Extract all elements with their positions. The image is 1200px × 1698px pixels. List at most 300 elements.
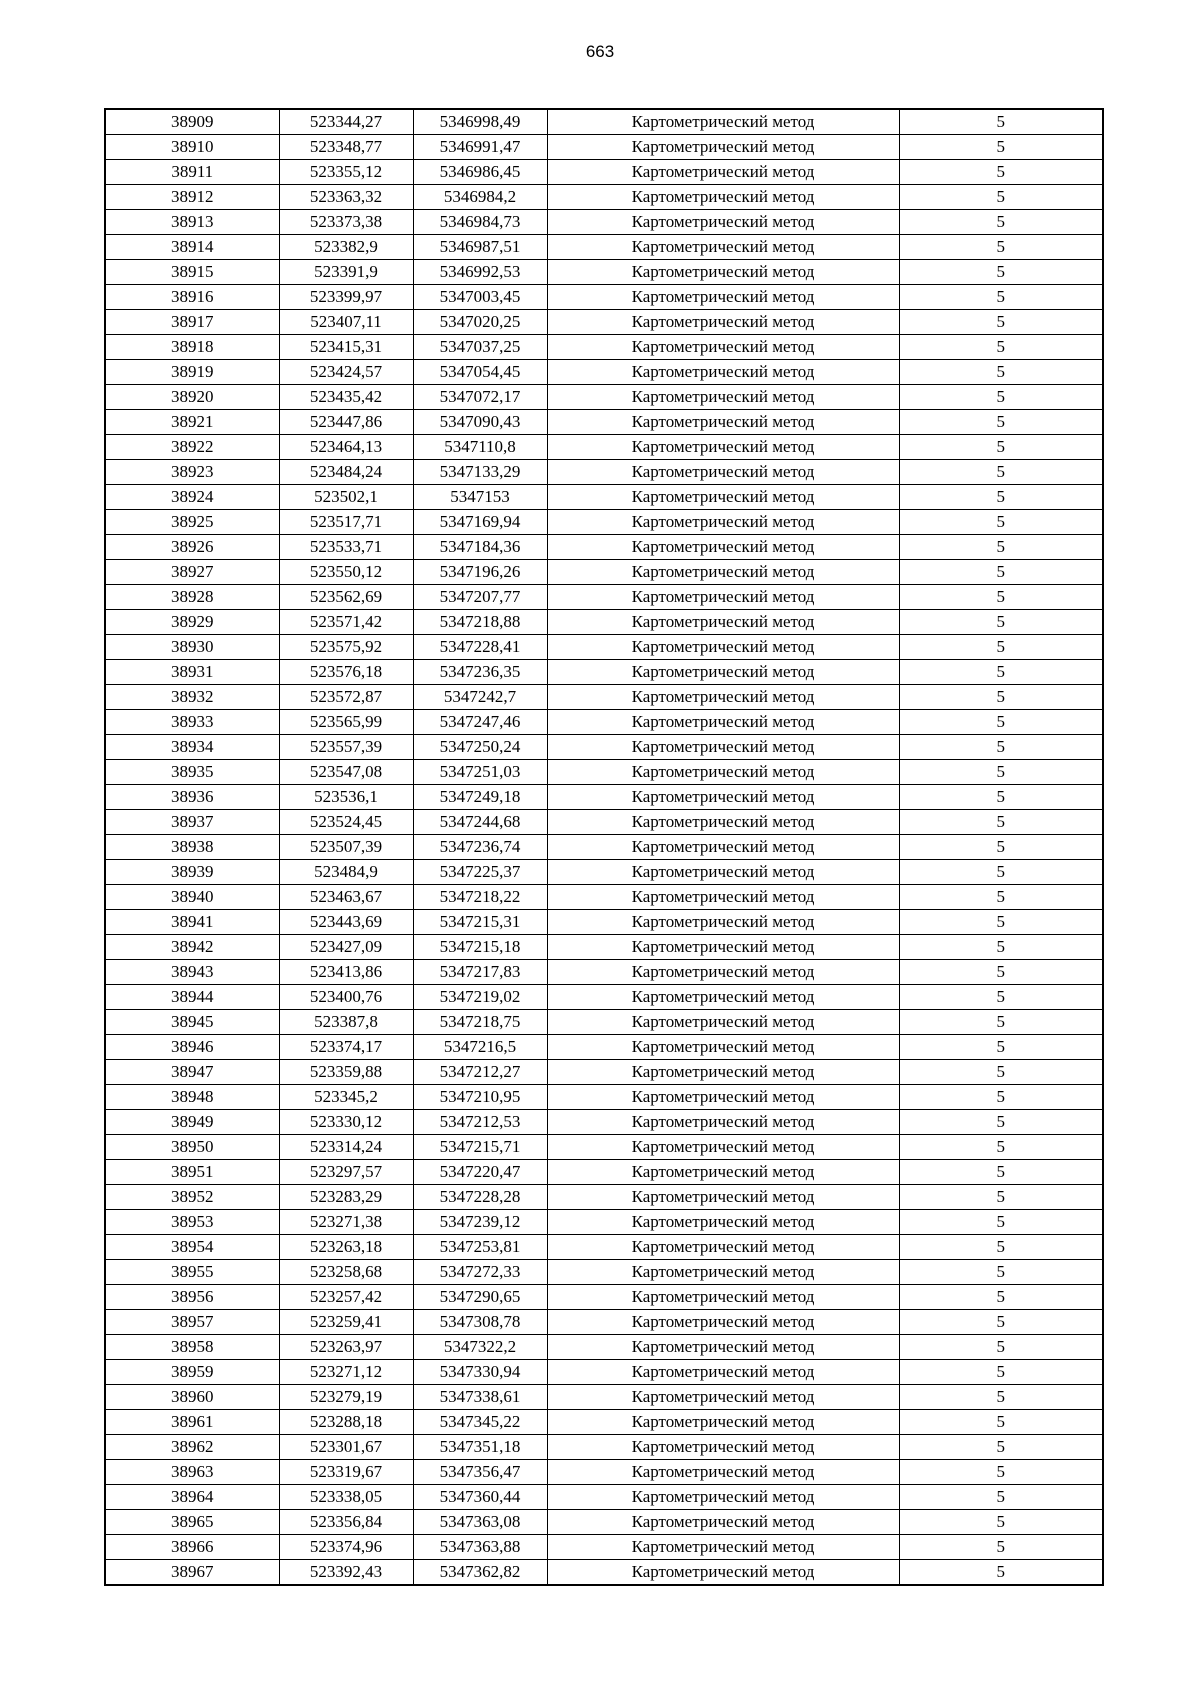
table-row: [105, 935, 1103, 960]
table-row: [105, 1410, 1103, 1435]
point-number-cell: 38935: [105, 760, 279, 785]
method-cell: Картометрический метод: [547, 460, 899, 485]
y-coordinate-cell: 5347251,03: [413, 760, 547, 785]
table-row: [105, 1010, 1103, 1035]
accuracy-cell: 5: [899, 1360, 1103, 1385]
point-number-cell: 38952: [105, 1185, 279, 1210]
accuracy-cell: 5: [899, 660, 1103, 685]
y-coordinate-cell: 5347218,88: [413, 610, 547, 635]
x-coordinate-cell: 523338,05: [279, 1485, 413, 1510]
x-coordinate-cell: 523415,31: [279, 335, 413, 360]
x-coordinate-cell: 523399,97: [279, 285, 413, 310]
point-number-cell: 38944: [105, 985, 279, 1010]
method-cell: Картометрический метод: [547, 160, 899, 185]
x-coordinate-cell: 523550,12: [279, 560, 413, 585]
table-row: [105, 1260, 1103, 1285]
table-row: [105, 1085, 1103, 1110]
accuracy-cell: 5: [899, 1160, 1103, 1185]
x-coordinate-cell: 523283,29: [279, 1185, 413, 1210]
x-coordinate-cell: 523257,42: [279, 1285, 413, 1310]
point-number-cell: 38920: [105, 385, 279, 410]
y-coordinate-cell: 5347184,36: [413, 535, 547, 560]
method-cell: Картометрический метод: [547, 985, 899, 1010]
x-coordinate-cell: 523447,86: [279, 410, 413, 435]
point-number-cell: 38953: [105, 1210, 279, 1235]
accuracy-cell: 5: [899, 685, 1103, 710]
point-number-cell: 38938: [105, 835, 279, 860]
y-coordinate-cell: 5347020,25: [413, 310, 547, 335]
method-cell: Картометрический метод: [547, 1110, 899, 1135]
x-coordinate-cell: 523507,39: [279, 835, 413, 860]
y-coordinate-cell: 5347215,18: [413, 935, 547, 960]
table-row: [105, 210, 1103, 235]
method-cell: Картометрический метод: [547, 885, 899, 910]
table-row: [105, 260, 1103, 285]
point-number-cell: 38947: [105, 1060, 279, 1085]
method-cell: Картометрический метод: [547, 660, 899, 685]
point-number-cell: 38942: [105, 935, 279, 960]
accuracy-cell: 5: [899, 1460, 1103, 1485]
accuracy-cell: 5: [899, 1335, 1103, 1360]
point-number-cell: 38913: [105, 210, 279, 235]
table-row: [105, 810, 1103, 835]
point-number-cell: 38922: [105, 435, 279, 460]
y-coordinate-cell: 5347247,46: [413, 710, 547, 735]
y-coordinate-cell: 5347215,71: [413, 1135, 547, 1160]
point-number-cell: 38936: [105, 785, 279, 810]
table-row: [105, 1360, 1103, 1385]
point-number-cell: 38941: [105, 910, 279, 935]
accuracy-cell: 5: [899, 635, 1103, 660]
table-row: [105, 460, 1103, 485]
method-cell: Картометрический метод: [547, 1460, 899, 1485]
point-number-cell: 38957: [105, 1310, 279, 1335]
y-coordinate-cell: 5347090,43: [413, 410, 547, 435]
table-row: [105, 360, 1103, 385]
table-row: [105, 1310, 1103, 1335]
y-coordinate-cell: 5347207,77: [413, 585, 547, 610]
point-number-cell: 38954: [105, 1235, 279, 1260]
x-coordinate-cell: 523407,11: [279, 310, 413, 335]
point-number-cell: 38930: [105, 635, 279, 660]
x-coordinate-cell: 523562,69: [279, 585, 413, 610]
x-coordinate-cell: 523427,09: [279, 935, 413, 960]
accuracy-cell: 5: [899, 985, 1103, 1010]
table-row: [105, 1235, 1103, 1260]
x-coordinate-cell: 523424,57: [279, 360, 413, 385]
accuracy-cell: 5: [899, 910, 1103, 935]
x-coordinate-cell: 523348,77: [279, 135, 413, 160]
table-row: [105, 585, 1103, 610]
point-number-cell: 38965: [105, 1510, 279, 1535]
accuracy-cell: 5: [899, 710, 1103, 735]
point-number-cell: 38955: [105, 1260, 279, 1285]
x-coordinate-cell: 523263,97: [279, 1335, 413, 1360]
x-coordinate-cell: 523463,67: [279, 885, 413, 910]
table-row: [105, 760, 1103, 785]
table-row: [105, 285, 1103, 310]
table-row: [105, 310, 1103, 335]
method-cell: Картометрический метод: [547, 435, 899, 460]
method-cell: Картометрический метод: [547, 585, 899, 610]
table-row: [105, 785, 1103, 810]
table-row: [105, 685, 1103, 710]
method-cell: Картометрический метод: [547, 260, 899, 285]
y-coordinate-cell: 5347330,94: [413, 1360, 547, 1385]
accuracy-cell: 5: [899, 385, 1103, 410]
method-cell: Картометрический метод: [547, 385, 899, 410]
x-coordinate-cell: 523344,27: [279, 109, 413, 135]
accuracy-cell: 5: [899, 960, 1103, 985]
y-coordinate-cell: 5347215,31: [413, 910, 547, 935]
coordinates-table: [104, 108, 1104, 1586]
accuracy-cell: 5: [899, 860, 1103, 885]
x-coordinate-cell: 523484,9: [279, 860, 413, 885]
accuracy-cell: 5: [899, 785, 1103, 810]
accuracy-cell: 5: [899, 1185, 1103, 1210]
method-cell: Картометрический метод: [547, 1035, 899, 1060]
method-cell: Картометрический метод: [547, 560, 899, 585]
point-number-cell: 38946: [105, 1035, 279, 1060]
table-row: [105, 1060, 1103, 1085]
x-coordinate-cell: 523301,67: [279, 1435, 413, 1460]
accuracy-cell: 5: [899, 1285, 1103, 1310]
method-cell: Картометрический метод: [547, 1085, 899, 1110]
point-number-cell: 38911: [105, 160, 279, 185]
point-number-cell: 38924: [105, 485, 279, 510]
x-coordinate-cell: 523392,43: [279, 1560, 413, 1586]
table-row: [105, 610, 1103, 635]
table-row: [105, 1135, 1103, 1160]
table-row: [105, 335, 1103, 360]
y-coordinate-cell: 5347363,88: [413, 1535, 547, 1560]
point-number-cell: 38916: [105, 285, 279, 310]
method-cell: Картометрический метод: [547, 1285, 899, 1310]
method-cell: Картометрический метод: [547, 910, 899, 935]
table-row: [105, 160, 1103, 185]
y-coordinate-cell: 5347244,68: [413, 810, 547, 835]
x-coordinate-cell: 523443,69: [279, 910, 413, 935]
x-coordinate-cell: 523271,38: [279, 1210, 413, 1235]
method-cell: Картометрический метод: [547, 1135, 899, 1160]
table-row: [105, 1210, 1103, 1235]
accuracy-cell: 5: [899, 1010, 1103, 1035]
point-number-cell: 38962: [105, 1435, 279, 1460]
y-coordinate-cell: 5347345,22: [413, 1410, 547, 1435]
accuracy-cell: 5: [899, 285, 1103, 310]
method-cell: Картометрический метод: [547, 510, 899, 535]
y-coordinate-cell: 5346984,2: [413, 185, 547, 210]
y-coordinate-cell: 5347322,2: [413, 1335, 547, 1360]
table-row: [105, 485, 1103, 510]
y-coordinate-cell: 5347360,44: [413, 1485, 547, 1510]
x-coordinate-cell: 523387,8: [279, 1010, 413, 1035]
method-cell: Картометрический метод: [547, 635, 899, 660]
page-number: 663: [585, 42, 615, 61]
y-coordinate-cell: 5347110,8: [413, 435, 547, 460]
accuracy-cell: 5: [899, 109, 1103, 135]
point-number-cell: 38921: [105, 410, 279, 435]
y-coordinate-cell: 5347219,02: [413, 985, 547, 1010]
method-cell: Картометрический метод: [547, 410, 899, 435]
x-coordinate-cell: 523258,68: [279, 1260, 413, 1285]
y-coordinate-cell: 5347363,08: [413, 1510, 547, 1535]
point-number-cell: 38917: [105, 310, 279, 335]
table-row: [105, 835, 1103, 860]
table-row: [105, 1110, 1103, 1135]
method-cell: Картометрический метод: [547, 185, 899, 210]
table-row: [105, 435, 1103, 460]
accuracy-cell: 5: [899, 1210, 1103, 1235]
accuracy-cell: 5: [899, 1410, 1103, 1435]
table-row: [105, 135, 1103, 160]
y-coordinate-cell: 5347169,94: [413, 510, 547, 535]
accuracy-cell: 5: [899, 760, 1103, 785]
point-number-cell: 38943: [105, 960, 279, 985]
y-coordinate-cell: 5347220,47: [413, 1160, 547, 1185]
point-number-cell: 38939: [105, 860, 279, 885]
point-number-cell: 38927: [105, 560, 279, 585]
table-row: [105, 1510, 1103, 1535]
accuracy-cell: 5: [899, 1310, 1103, 1335]
y-coordinate-cell: 5346986,45: [413, 160, 547, 185]
x-coordinate-cell: 523464,13: [279, 435, 413, 460]
method-cell: Картометрический метод: [547, 1160, 899, 1185]
accuracy-cell: 5: [899, 360, 1103, 385]
accuracy-cell: 5: [899, 460, 1103, 485]
accuracy-cell: 5: [899, 810, 1103, 835]
accuracy-cell: 5: [899, 935, 1103, 960]
accuracy-cell: 5: [899, 1560, 1103, 1586]
table-row: [105, 660, 1103, 685]
y-coordinate-cell: 5347216,5: [413, 1035, 547, 1060]
accuracy-cell: 5: [899, 1435, 1103, 1460]
table-row: [105, 1485, 1103, 1510]
table-row: [105, 1335, 1103, 1360]
point-number-cell: 38933: [105, 710, 279, 735]
method-cell: Картометрический метод: [547, 1385, 899, 1410]
x-coordinate-cell: 523557,39: [279, 735, 413, 760]
accuracy-cell: 5: [899, 260, 1103, 285]
y-coordinate-cell: 5347356,47: [413, 1460, 547, 1485]
table-row: [105, 1160, 1103, 1185]
point-number-cell: 38931: [105, 660, 279, 685]
method-cell: Картометрический метод: [547, 1335, 899, 1360]
method-cell: Картометрический метод: [547, 1010, 899, 1035]
accuracy-cell: 5: [899, 1535, 1103, 1560]
point-number-cell: 38950: [105, 1135, 279, 1160]
point-number-cell: 38937: [105, 810, 279, 835]
method-cell: Картометрический метод: [547, 735, 899, 760]
method-cell: Картометрический метод: [547, 1560, 899, 1586]
point-number-cell: 38958: [105, 1335, 279, 1360]
y-coordinate-cell: 5347290,65: [413, 1285, 547, 1310]
point-number-cell: 38919: [105, 360, 279, 385]
x-coordinate-cell: 523565,99: [279, 710, 413, 735]
y-coordinate-cell: 5347236,35: [413, 660, 547, 685]
y-coordinate-cell: 5347133,29: [413, 460, 547, 485]
y-coordinate-cell: 5347242,7: [413, 685, 547, 710]
method-cell: Картометрический метод: [547, 235, 899, 260]
y-coordinate-cell: 5346984,73: [413, 210, 547, 235]
point-number-cell: 38932: [105, 685, 279, 710]
point-number-cell: 38929: [105, 610, 279, 635]
accuracy-cell: 5: [899, 310, 1103, 335]
y-coordinate-cell: 5347253,81: [413, 1235, 547, 1260]
accuracy-cell: 5: [899, 485, 1103, 510]
x-coordinate-cell: 523572,87: [279, 685, 413, 710]
accuracy-cell: 5: [899, 1085, 1103, 1110]
x-coordinate-cell: 523356,84: [279, 1510, 413, 1535]
method-cell: Картометрический метод: [547, 685, 899, 710]
table-row: [105, 410, 1103, 435]
x-coordinate-cell: 523435,42: [279, 385, 413, 410]
method-cell: Картометрический метод: [547, 360, 899, 385]
accuracy-cell: 5: [899, 210, 1103, 235]
x-coordinate-cell: 523319,67: [279, 1460, 413, 1485]
method-cell: Картометрический метод: [547, 1360, 899, 1385]
method-cell: Картометрический метод: [547, 810, 899, 835]
accuracy-cell: 5: [899, 610, 1103, 635]
table-row: [105, 560, 1103, 585]
x-coordinate-cell: 523330,12: [279, 1110, 413, 1135]
accuracy-cell: 5: [899, 885, 1103, 910]
method-cell: Картометрический метод: [547, 210, 899, 235]
table-row: [105, 860, 1103, 885]
y-coordinate-cell: 5347218,22: [413, 885, 547, 910]
accuracy-cell: 5: [899, 1485, 1103, 1510]
method-cell: Картометрический метод: [547, 710, 899, 735]
table-row: [105, 910, 1103, 935]
method-cell: Картометрический метод: [547, 610, 899, 635]
y-coordinate-cell: 5347225,37: [413, 860, 547, 885]
method-cell: Картометрический метод: [547, 310, 899, 335]
y-coordinate-cell: 5346991,47: [413, 135, 547, 160]
x-coordinate-cell: 523382,9: [279, 235, 413, 260]
method-cell: Картометрический метод: [547, 1310, 899, 1335]
accuracy-cell: 5: [899, 135, 1103, 160]
y-coordinate-cell: 5346987,51: [413, 235, 547, 260]
point-number-cell: 38934: [105, 735, 279, 760]
table-row: [105, 235, 1103, 260]
y-coordinate-cell: 5347054,45: [413, 360, 547, 385]
x-coordinate-cell: 523413,86: [279, 960, 413, 985]
point-number-cell: 38963: [105, 1460, 279, 1485]
y-coordinate-cell: 5347212,53: [413, 1110, 547, 1135]
accuracy-cell: 5: [899, 735, 1103, 760]
point-number-cell: 38956: [105, 1285, 279, 1310]
x-coordinate-cell: 523373,38: [279, 210, 413, 235]
accuracy-cell: 5: [899, 1260, 1103, 1285]
y-coordinate-cell: 5347228,41: [413, 635, 547, 660]
method-cell: Картометрический метод: [547, 935, 899, 960]
point-number-cell: 38948: [105, 1085, 279, 1110]
x-coordinate-cell: 523400,76: [279, 985, 413, 1010]
x-coordinate-cell: 523524,45: [279, 810, 413, 835]
x-coordinate-cell: 523345,2: [279, 1085, 413, 1110]
x-coordinate-cell: 523533,71: [279, 535, 413, 560]
x-coordinate-cell: 523288,18: [279, 1410, 413, 1435]
method-cell: Картометрический метод: [547, 1435, 899, 1460]
point-number-cell: 38914: [105, 235, 279, 260]
table-row: [105, 735, 1103, 760]
y-coordinate-cell: 5347217,83: [413, 960, 547, 985]
method-cell: Картометрический метод: [547, 1510, 899, 1535]
x-coordinate-cell: 523571,42: [279, 610, 413, 635]
accuracy-cell: 5: [899, 1035, 1103, 1060]
coordinates-table-body: [105, 109, 1103, 1585]
accuracy-cell: 5: [899, 510, 1103, 535]
method-cell: Картометрический метод: [547, 1485, 899, 1510]
point-number-cell: 38966: [105, 1535, 279, 1560]
table-row: [105, 185, 1103, 210]
y-coordinate-cell: 5347272,33: [413, 1260, 547, 1285]
x-coordinate-cell: 523359,88: [279, 1060, 413, 1085]
accuracy-cell: 5: [899, 1110, 1103, 1135]
accuracy-cell: 5: [899, 1510, 1103, 1535]
accuracy-cell: 5: [899, 560, 1103, 585]
method-cell: Картометрический метод: [547, 285, 899, 310]
point-number-cell: 38961: [105, 1410, 279, 1435]
method-cell: Картометрический метод: [547, 1060, 899, 1085]
x-coordinate-cell: 523297,57: [279, 1160, 413, 1185]
point-number-cell: 38967: [105, 1560, 279, 1586]
table-row: [105, 885, 1103, 910]
y-coordinate-cell: 5347239,12: [413, 1210, 547, 1235]
accuracy-cell: 5: [899, 410, 1103, 435]
x-coordinate-cell: 523502,1: [279, 485, 413, 510]
table-row: [105, 1560, 1103, 1586]
point-number-cell: 38926: [105, 535, 279, 560]
y-coordinate-cell: 5347362,82: [413, 1560, 547, 1586]
accuracy-cell: 5: [899, 585, 1103, 610]
method-cell: Картометрический метод: [547, 1535, 899, 1560]
method-cell: Картометрический метод: [547, 1260, 899, 1285]
point-number-cell: 38945: [105, 1010, 279, 1035]
point-number-cell: 38964: [105, 1485, 279, 1510]
y-coordinate-cell: 5347338,61: [413, 1385, 547, 1410]
point-number-cell: 38918: [105, 335, 279, 360]
method-cell: Картометрический метод: [547, 485, 899, 510]
method-cell: Картометрический метод: [547, 335, 899, 360]
x-coordinate-cell: 523363,32: [279, 185, 413, 210]
accuracy-cell: 5: [899, 535, 1103, 560]
accuracy-cell: 5: [899, 835, 1103, 860]
x-coordinate-cell: 523263,18: [279, 1235, 413, 1260]
point-number-cell: 38915: [105, 260, 279, 285]
x-coordinate-cell: 523547,08: [279, 760, 413, 785]
y-coordinate-cell: 5347236,74: [413, 835, 547, 860]
x-coordinate-cell: 523484,24: [279, 460, 413, 485]
accuracy-cell: 5: [899, 1060, 1103, 1085]
y-coordinate-cell: 5347072,17: [413, 385, 547, 410]
x-coordinate-cell: 523259,41: [279, 1310, 413, 1335]
point-number-cell: 38940: [105, 885, 279, 910]
x-coordinate-cell: 523271,12: [279, 1360, 413, 1385]
table-row: [105, 535, 1103, 560]
y-coordinate-cell: 5347218,75: [413, 1010, 547, 1035]
method-cell: Картометрический метод: [547, 109, 899, 135]
method-cell: Картометрический метод: [547, 1210, 899, 1235]
x-coordinate-cell: 523391,9: [279, 260, 413, 285]
method-cell: Картометрический метод: [547, 785, 899, 810]
table-row: [105, 1535, 1103, 1560]
point-number-cell: 38912: [105, 185, 279, 210]
x-coordinate-cell: 523374,96: [279, 1535, 413, 1560]
point-number-cell: 38928: [105, 585, 279, 610]
method-cell: Картометрический метод: [547, 1185, 899, 1210]
y-coordinate-cell: 5347037,25: [413, 335, 547, 360]
